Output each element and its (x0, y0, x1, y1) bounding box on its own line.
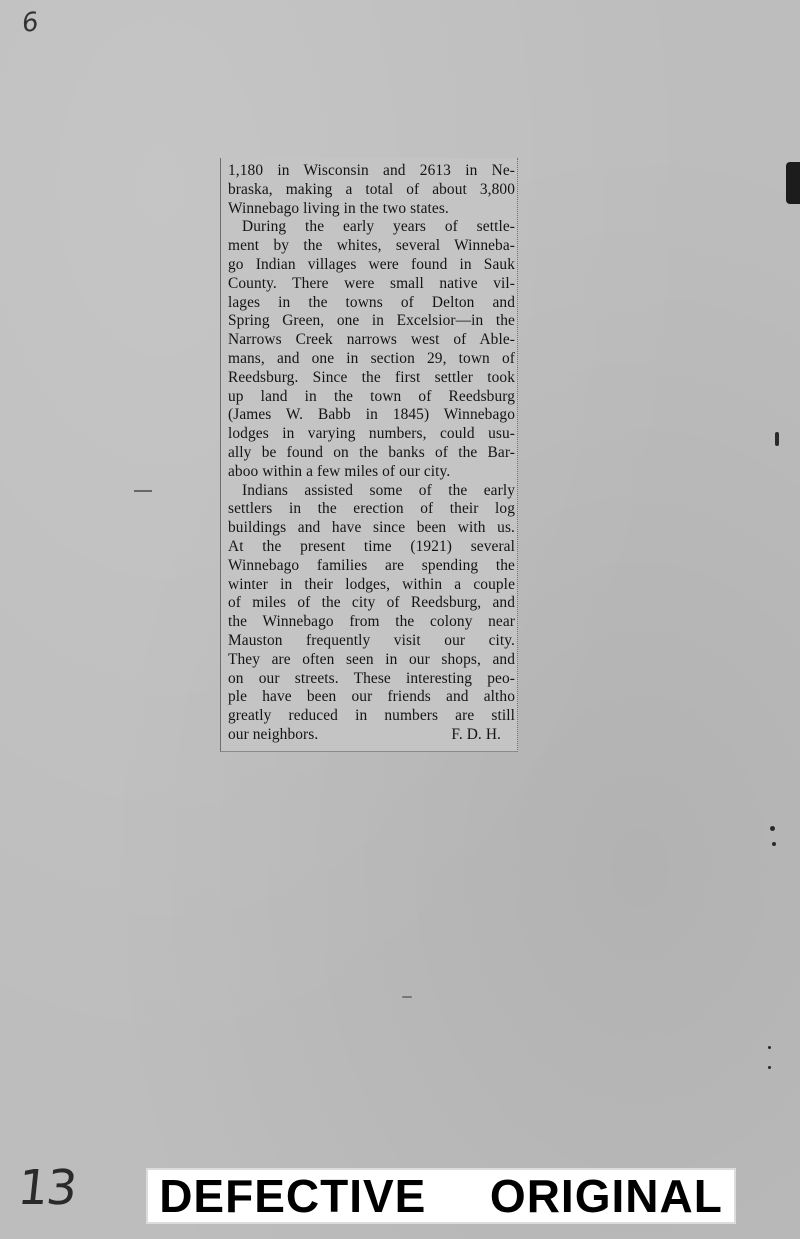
speck (770, 826, 775, 831)
article-line: on our streets. These interesting peo- (228, 670, 515, 687)
article-line: lodges in varying numbers, could usu- (228, 425, 515, 442)
article-line: ally be found on the banks of the Bar- (228, 444, 515, 461)
article-line: lages in the towns of Delton and (228, 294, 515, 311)
page-number: 6 (19, 6, 41, 40)
article-line: During the early years of settle- (242, 218, 515, 235)
article-line: They are often seen in our shops, and (228, 651, 515, 668)
article-line: Narrows Creek narrows west of Able- (228, 331, 515, 348)
article-line: 1,180 in Wisconsin and 2613 in Ne- (228, 162, 515, 179)
edge-mark (786, 162, 800, 204)
article-line: Mauston frequently visit our city. (228, 632, 515, 649)
article-line: Indians assisted some of the early (242, 482, 515, 499)
article-line: up land in the town of Reedsburg (228, 388, 515, 405)
article-line: the Winnebago from the colony near (228, 613, 515, 630)
newspaper-clipping (220, 158, 518, 752)
article-line: County. There were small native vil- (228, 275, 515, 292)
article-line: ple have been our friends and altho (228, 688, 515, 705)
article-line: Winnebago families are spending the (228, 557, 515, 574)
handwritten-mark: 13 (15, 1160, 79, 1216)
article-line: our neighbors. (228, 726, 319, 743)
speck (768, 1066, 771, 1069)
article-line: winter in their lodges, within a couple (228, 576, 515, 593)
article-line: greatly reduced in numbers are still (228, 707, 515, 724)
article-line: At the present time (1921) several (228, 538, 515, 555)
speck (772, 842, 776, 846)
margin-dash (134, 490, 152, 492)
article-last-line (228, 725, 515, 744)
article-line: Spring Green, one in Excelsior—in the (228, 312, 515, 329)
article-line: (James W. Babb in 1845) Winnebago (228, 406, 515, 423)
article-line: settlers in the erection of their log (228, 500, 515, 517)
stamp-text: DEFECTIVE ORIGINAL (159, 1170, 723, 1222)
article-line: mans, and one in section 29, town of (228, 350, 515, 367)
article-line: Winnebago living in the two states. (228, 200, 449, 217)
article-line: aboo within a few miles of our city. (228, 463, 451, 480)
speck (402, 996, 412, 998)
article-line: go Indian villages were found in Sauk (228, 256, 515, 273)
article-line: ment by the whites, several Winneba- (228, 237, 515, 254)
signature: F. D. H. (451, 726, 501, 743)
article-line: braska, making a total of about 3,800 (228, 181, 515, 198)
article-line: Reedsburg. Since the first settler took (228, 369, 515, 386)
article-line: of miles of the city of Reedsburg, and (228, 594, 515, 611)
defective-original-stamp (146, 1168, 736, 1224)
speck (775, 432, 779, 446)
speck (768, 1046, 771, 1049)
article-line: buildings and have since been with us. (228, 519, 515, 536)
